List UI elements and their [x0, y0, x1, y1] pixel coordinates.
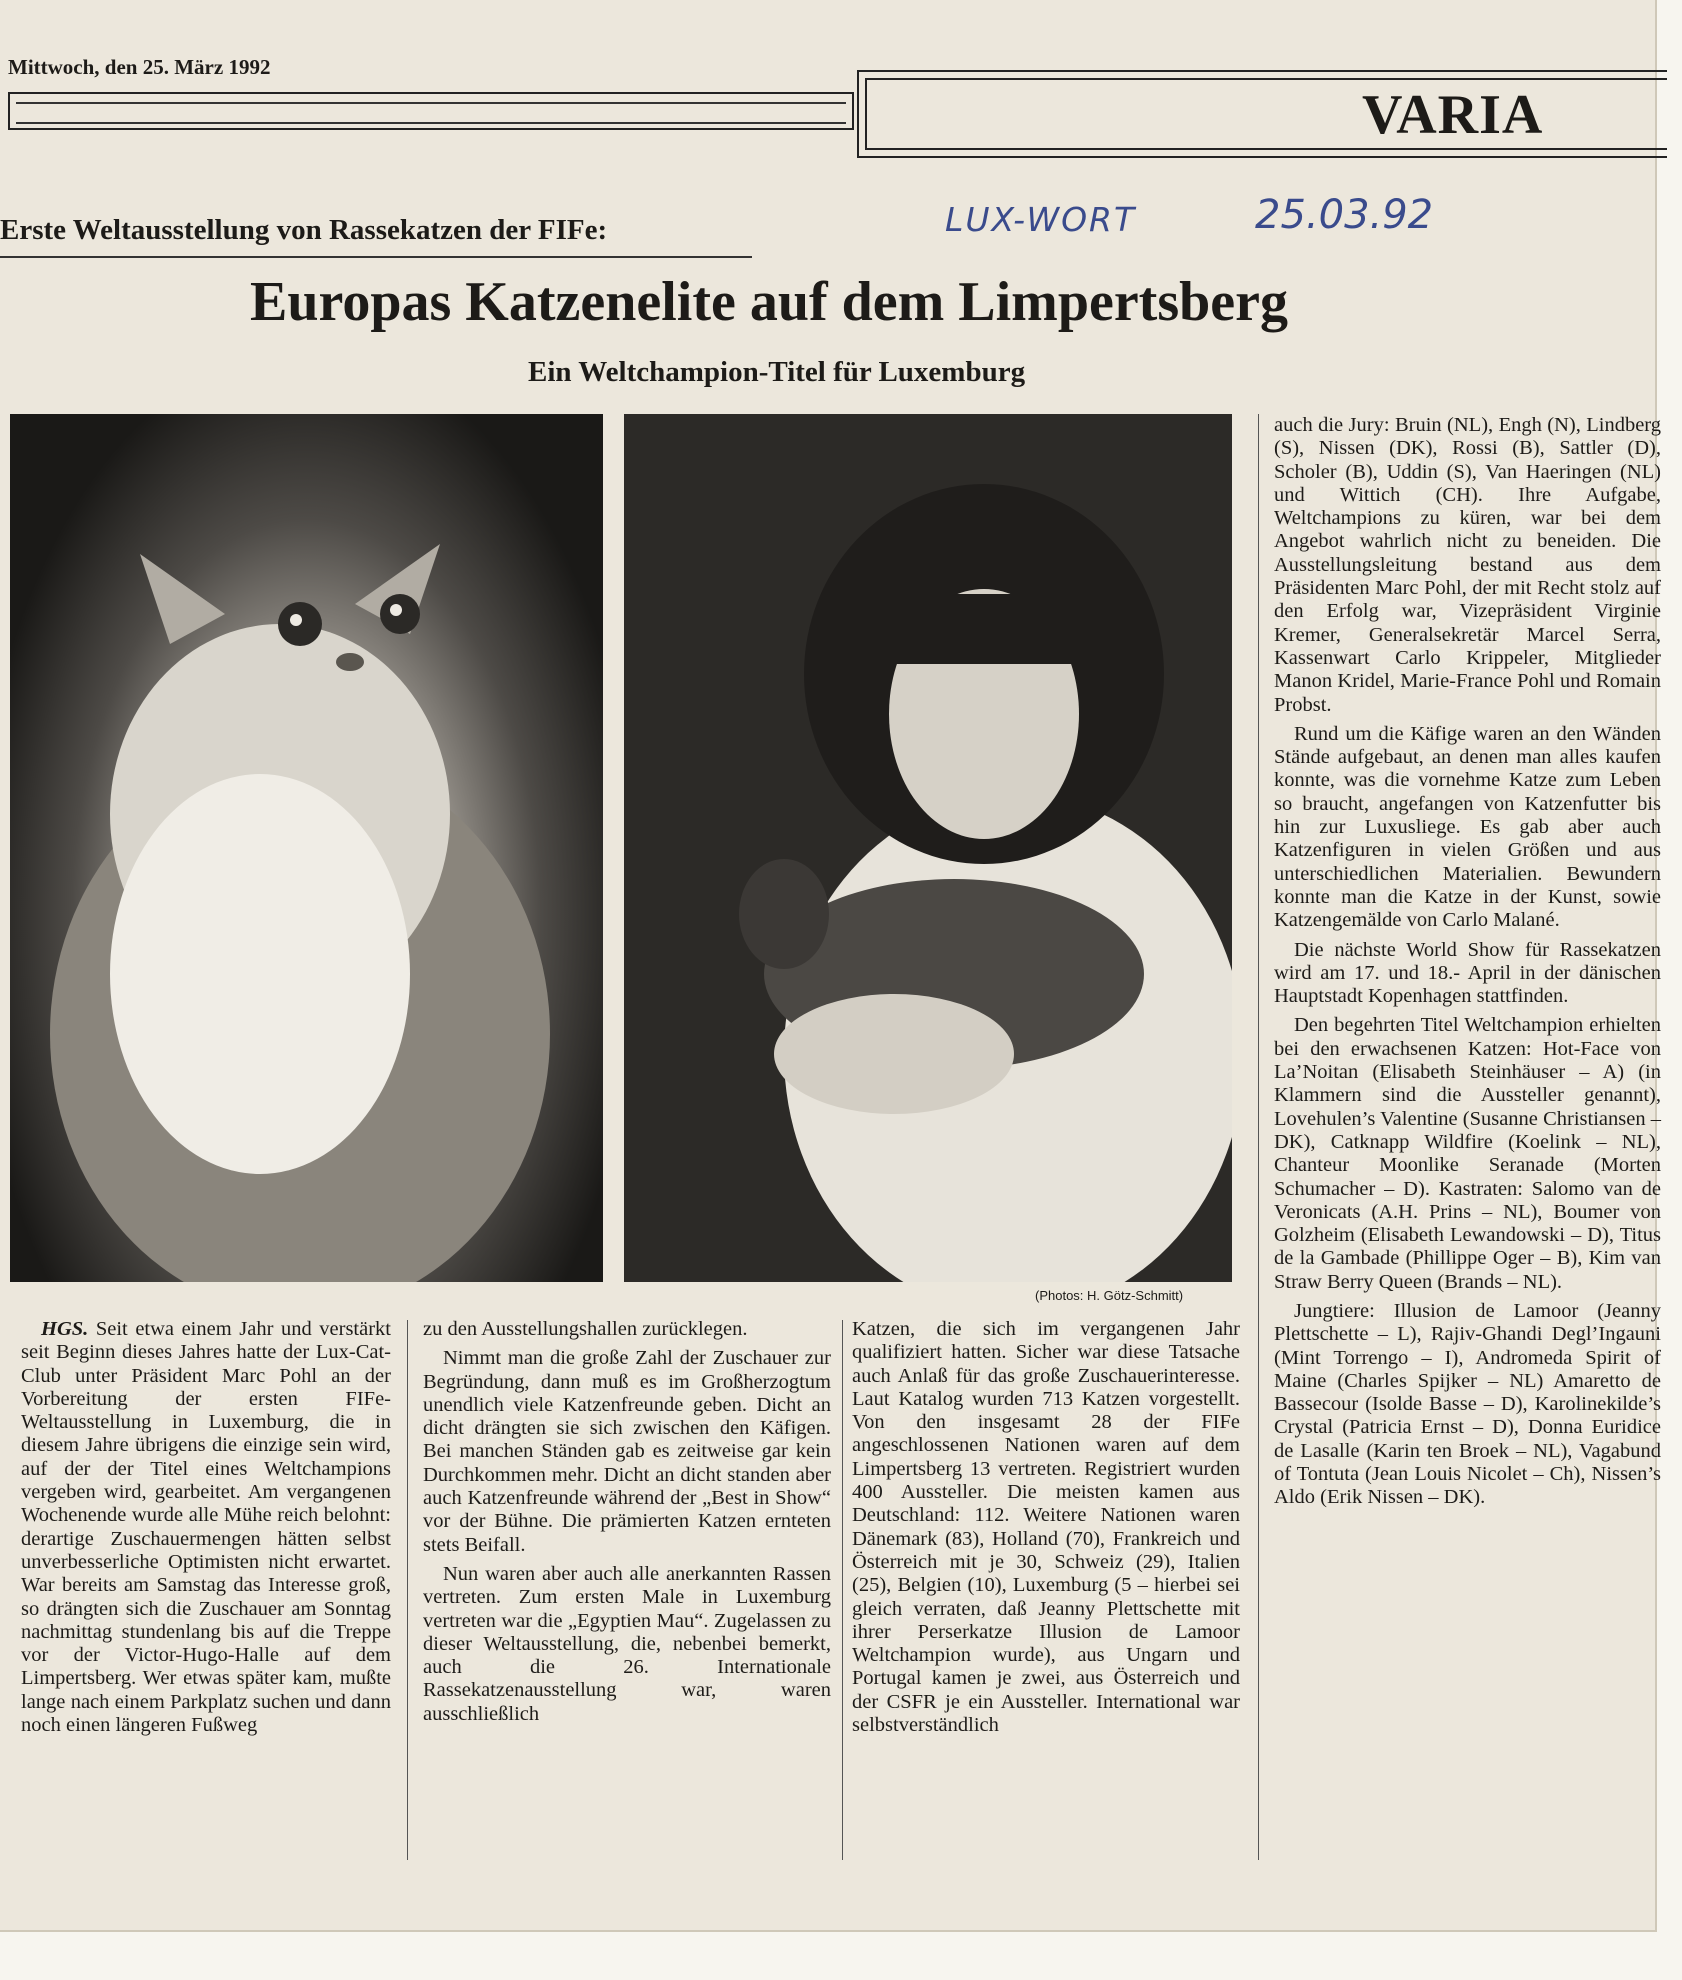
column-divider [1258, 414, 1259, 1860]
article-paragraph: Jungtiere: Illusion de Lamoor (Jeanny Plettschette – L), Rajiv-Ghandi Degl’Ingauni (Mint Torrengo – I), Andromeda Spirit of Maine (Charles Spijker – NL) Amaretto de Bassecour (Isolde Basse – D), Karolinekilde’s Crystal (Patricia Ernst – D), Donna Euridice de Lasalle (Karin ten Broek – NL), Vagabund of Tontuta (Jean Louis Nicolet – Ch), Nissen’s Aldo (Erik Nissen – DK). [1274, 1299, 1661, 1509]
article-column-4 [1274, 414, 1661, 1516]
article-paragraph: Rund um die Käfige waren an den Wänden Stände aufgebaut, an denen man alles kaufen konnte, was die vornehme Katze zum Leben so braucht, angefangen von Katzenfutter bis hin zur Luxusliege. Es gab aber auch Katzenfiguren in vielen Größen und aus unterschiedlichen Materialien. Bewundern konnte man die Katze in der Kunst, sowie Katzengemälde von Carlo Malané. [1274, 722, 1661, 932]
article-paragraph: Katzen, die sich im vergangenen Jahr qualifiziert hatten. Sicher war diese Tatsache auch Anlaß für das große Zuschauerinteresse. Laut Katalog wurden 713 Katzen vorgestellt. Von den insgesamt 28 der FIFe angeschlossenen Nationen waren auf dem Limpertsberg 13 vertreten. Registriert wurden 400 Aussteller. Die meisten kamen aus Deutschland: 112. Weitere Nationen waren Dänemark (83), Holland (70), Frankreich und Österreich mit je 30, Schweiz (29), Italien (25), Belgien (10), Luxemburg (5 – hierbei sei gleich verraten, daß Jeanny Plettschette mit ihrer Perserkatze Illusion de Lamoor Weltchampion wurde), aus Ungarn und Portugal kamen je zwei, aus Österreich und der CSFR je ein Aussteller. International war selbstverständlich [852, 1318, 1240, 1737]
photo-girl-with-cat [624, 414, 1232, 1282]
kicker-underline [0, 256, 752, 258]
article-paragraph: HGS. Seit etwa einem Jahr und verstärkt seit Beginn dieses Jahres hatte der Lux-Cat-Club unter Präsident Marc Pohl an der Vorbereitung der ersten FIFe-Weltausstellung in Luxemburg, die in diesem Jahre übrigens die einzige sein wird, auf der der Titel eines Weltchampions vergeben wird, gearbeitet. Am vergangenen Wochenende wurde alle Mühe reich belohnt: derartige Zuschauermengen hätten selbst unverbesserliche Optimisten nicht erwartet. War bereits am Samstag das Interesse groß, so drängten sich die Zuschauer am Sonntag nachmittag stundenlang bis auf die Treppe vor der Victor-Hugo-Halle auf dem Limpertsberg. Wer etwas später kam, mußte lange nach einem Parkplatz suchen und dann noch einen längeren Fußweg [21, 1318, 391, 1737]
photo-persian-cat [10, 414, 603, 1282]
handwritten-source: LUX-WORT [945, 200, 1137, 239]
article-paragraph: Den begehrten Titel Weltchampion erhielten bei den erwachsenen Katzen: Hot-Face von La’Noitan (Elisabeth Steinhäuser – A) (in Klammern sind die Aussteller genannt), Lovehulen’s Valentine (Susanne Christiansen – DK), Catknapp Wildfire (Koelink – NL), Chanteur Moonlike Seranade (Morten Schumacher – D). Kastraten: Salomo van de Veronicats (A.H. Prins – NL), Boumer von Golzheim (Elisabeth Lewandowski – D), Titus de la Gambade (Phillippe Oger – B), Kim van Straw Berry Queen (Brands – NL). [1274, 1014, 1661, 1293]
handwritten-date: 25.03.92 [1255, 192, 1434, 238]
persian-cat-illustration [10, 414, 603, 1282]
article-column-2 [423, 1318, 831, 1732]
article-paragraph: Die nächste World Show für Rassekatzen wird am 17. und 18.- April in der dänischen Hauptstadt Kopenhagen stattfinden. [1274, 938, 1661, 1008]
masthead-rule [8, 92, 854, 130]
girl-with-cat-illustration [624, 414, 1232, 1282]
issue-date: Mittwoch, den 25. März 1992 [8, 55, 271, 79]
section-title: VARIA [1362, 84, 1544, 146]
article-column-1 [21, 1318, 391, 1743]
bleed-through-text [1536, 290, 1550, 352]
article-subheadline: Ein Weltchampion-Titel für Luxemburg [528, 356, 1026, 388]
section-banner [857, 70, 1667, 158]
article-paragraph: Nun waren aber auch alle anerkannten Rassen vertreten. Zum ersten Male in Luxemburg vertreten war die „Egyptien Mau“. Zugelassen zu dieser Weltausstellung, die, nebenbei bemerkt, auch die 26. Internationale Rassekatzenausstellung war, waren ausschließlich [423, 1562, 831, 1725]
article-paragraph: zu den Ausstellungshallen zurücklegen. [423, 1318, 748, 1340]
article-byline: HGS. [41, 1318, 89, 1340]
column-divider [407, 1320, 408, 1860]
column-divider [842, 1320, 843, 1860]
article-headline: Europas Katzenelite auf dem Limpertsberg [250, 271, 1288, 333]
article-kicker: Erste Weltausstellung von Rassekatzen der FIFe: [0, 214, 608, 246]
article-column-3 [852, 1318, 1240, 1743]
article-paragraph: Nimmt man die große Zahl der Zuschauer zur Begründung, dann muß es im Großherzogtum unendlich viele Katzenfreunde geben. Dicht an dicht drängten sie sich zwischen den Käfigen. Bei manchen Ständen gab es zeitweise gar kein Durchkommen mehr. Dicht an dicht standen aber auch Katzenfreunde während der „Best in Show“ vor der Bühne. Die prämierten Katzen ernteten stets Beifall. [423, 1347, 831, 1556]
article-paragraph: auch die Jury: Bruin (NL), Engh (N), Lindberg (S), Nissen (DK), Rossi (B), Sattler (D), Scholer (B), Uddin (S), Van Haeringen (NL) und Wittich (CH). Ihre Aufgabe, Weltchampions zu küren, war bei dem Angebot wahrlich nicht zu beneiden. Die Ausstellungsleitung bestand aus dem Präsidenten Marc Pohl, der mit Recht stolz auf den Erfolg war, Vizepräsident Virginie Kremer, Generalsekretär Marcel Serra, Kassenwart Carlo Krippeler, Mitglieder Manon Kridel, Marie-France Pohl und Romain Probst. [1274, 414, 1661, 716]
photo-credit: (Photos: H. Götz-Schmitt) [1035, 1288, 1184, 1303]
